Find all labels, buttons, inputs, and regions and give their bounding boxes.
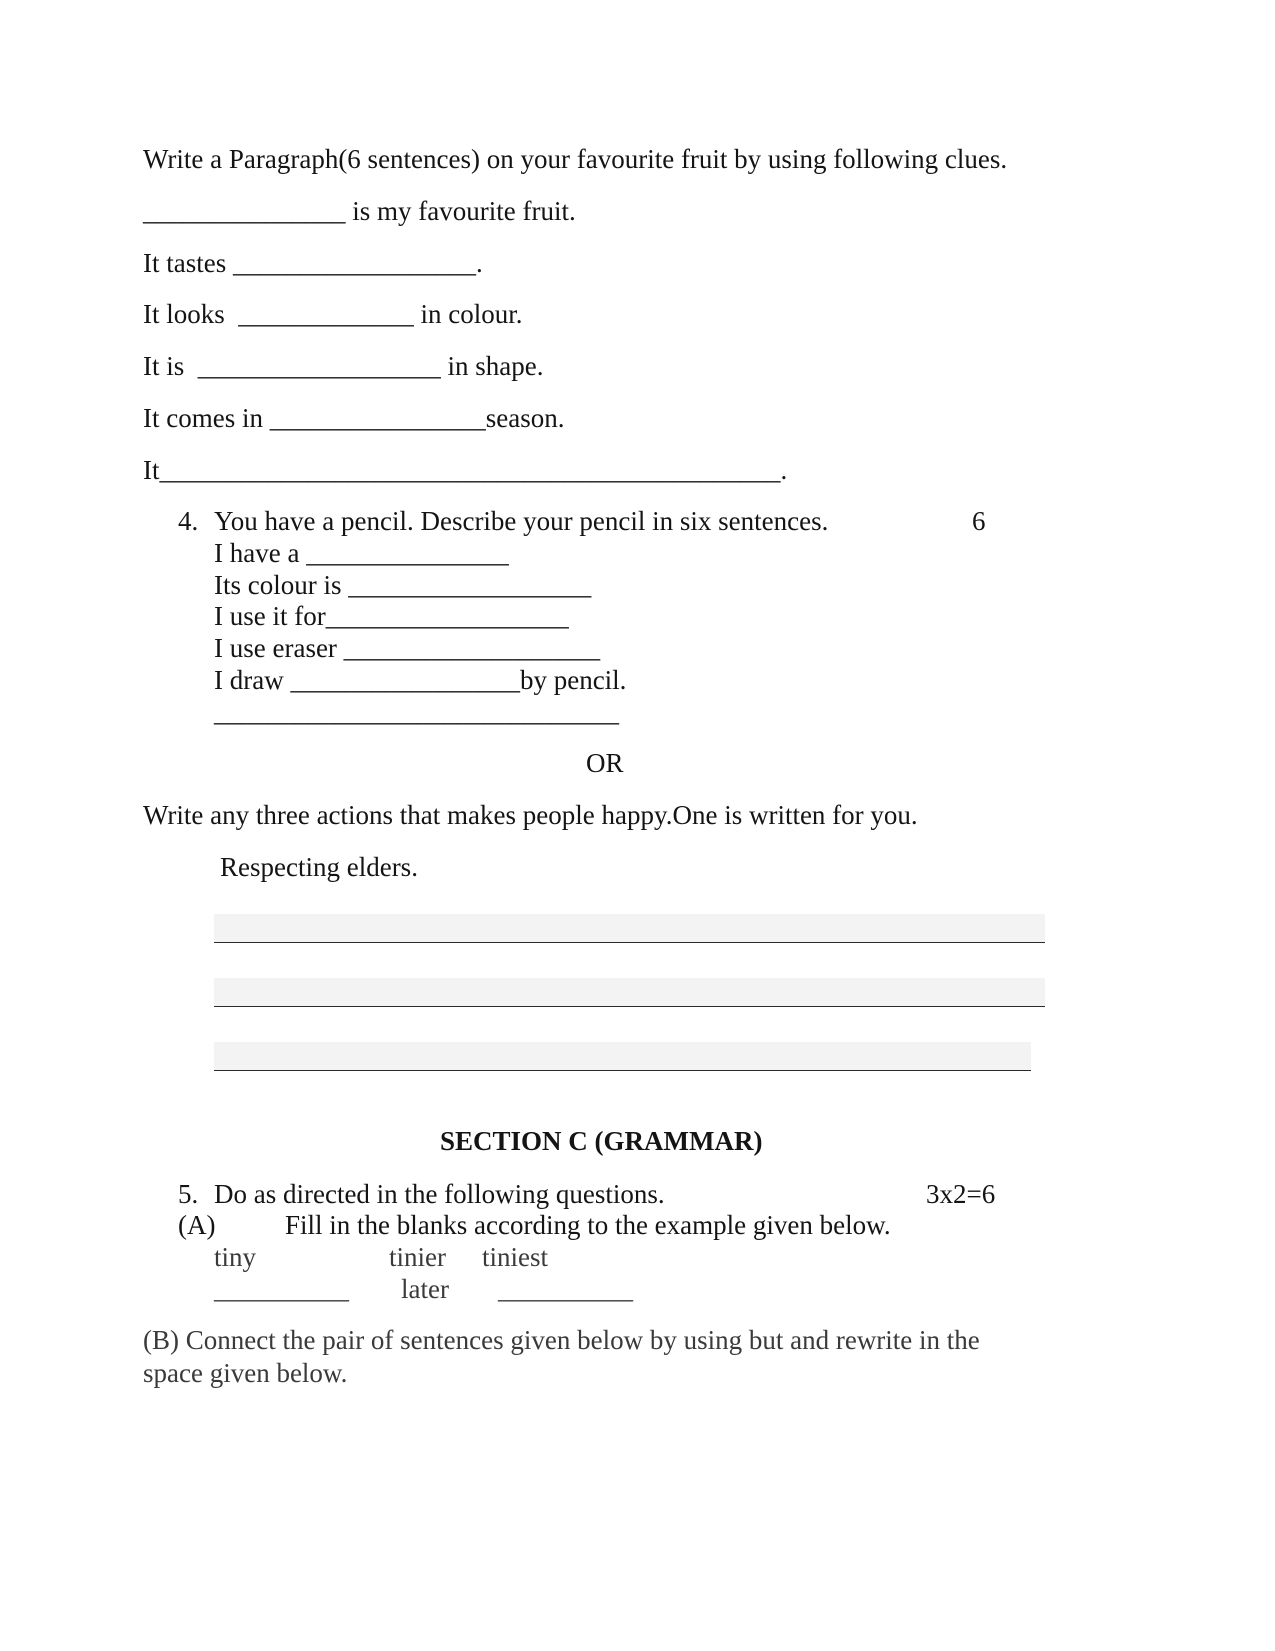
question-4-marks: 6 — [972, 506, 986, 536]
part-a-label: (A) — [178, 1210, 216, 1240]
question-4-text: You have a pencil. Describe your pencil in six sentences. — [214, 506, 829, 536]
given-word: later — [401, 1274, 449, 1304]
pencil-prompt: I use it for__________________ — [214, 601, 569, 631]
question-4-number: 4. — [178, 506, 199, 536]
answer-writing-line[interactable] — [214, 978, 1045, 1007]
section-c-title: SECTION C (GRAMMAR) — [440, 1126, 763, 1156]
clue-line: It comes in ________________season. — [143, 403, 565, 433]
clue-line: It______________________________________________. — [143, 455, 788, 485]
pencil-prompt: ______________________________ — [214, 697, 619, 727]
part-a-text: Fill in the blanks according to the example given below. — [285, 1210, 891, 1240]
or-label: OR — [586, 748, 624, 778]
clue-line: It looks _____________ in colour. — [143, 299, 523, 329]
clue-line: It tastes __________________. — [143, 248, 483, 278]
example-answer: Respecting elders. — [220, 852, 418, 882]
answer-writing-line[interactable] — [214, 1042, 1031, 1071]
part-b-text: space given below. — [143, 1358, 348, 1388]
question-5-number: 5. — [178, 1179, 199, 1209]
example-word: tiny — [214, 1242, 257, 1272]
answer-writing-line[interactable] — [214, 914, 1045, 943]
part-b-text: (B) Connect the pair of sentences given below by using but and rewrite in the — [143, 1325, 980, 1355]
example-word: tiniest — [482, 1242, 548, 1272]
clue-line: It is __________________ in shape. — [143, 351, 544, 381]
question-5-text: Do as directed in the following questions. — [214, 1179, 665, 1209]
pencil-prompt: Its colour is __________________ — [214, 570, 592, 600]
blank-word: __________ — [498, 1274, 633, 1304]
pencil-prompt: I have a _______________ — [214, 538, 509, 568]
pencil-prompt: I use eraser ___________________ — [214, 633, 601, 663]
example-word: tinier — [389, 1242, 446, 1272]
pencil-prompt: I draw _________________by pencil. — [214, 665, 627, 695]
question-5-marks: 3x2=6 — [926, 1179, 996, 1209]
blank-word: __________ — [214, 1274, 349, 1304]
paragraph-instruction: Write a Paragraph(6 sentences) on your favourite fruit by using following clues. — [143, 144, 1008, 174]
alternative-instruction: Write any three actions that makes people happy.One is written for you. — [143, 800, 918, 830]
clue-line: _______________ is my favourite fruit. — [143, 196, 576, 226]
